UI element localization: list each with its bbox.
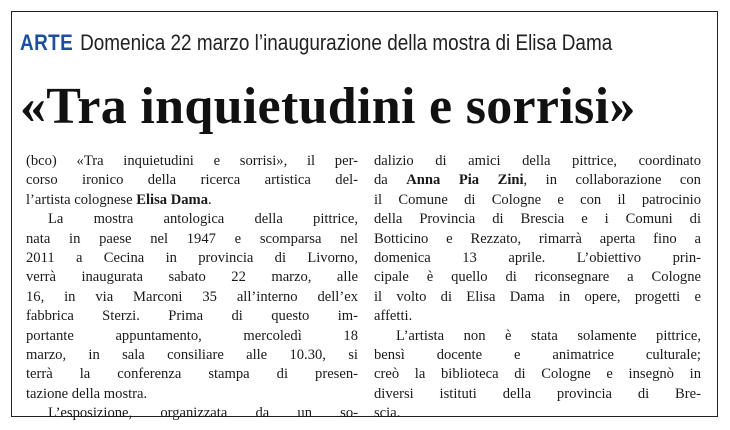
text-run: , in collaborazione con: [523, 172, 701, 189]
text-run: l’artista colognese: [26, 191, 137, 208]
person-name: Elisa Dama: [136, 191, 208, 208]
text-line: marzo, in sala consiliare alle 10.30, si: [26, 347, 358, 364]
text-line: verrà inaugurata sabato 22 marzo, alle: [26, 269, 358, 286]
text-line: L’artista non è stata solamente pittrice,: [396, 327, 701, 344]
text-line: della Provincia di Brescia e i Comuni di: [374, 211, 701, 228]
section-tag: ARTE: [20, 30, 74, 55]
text-line: portante appuntamento, mercoledì 18: [26, 327, 358, 344]
text-line: L’esposizione, organizzata da un so-: [48, 405, 358, 422]
text-line: scia.: [374, 405, 401, 422]
text-line: affetti.: [374, 308, 413, 325]
text-line: tazione della mostra.: [26, 385, 148, 402]
headline: «Tra inquietudini e sorrisi»: [20, 78, 636, 135]
article-column-right: [374, 152, 701, 424]
text-line: La mostra antologica della pittrice,: [48, 211, 358, 228]
text-line: [26, 191, 358, 210]
text-line: [374, 171, 701, 190]
text-line: fabbrica Sterzi. Prima di questo im-: [26, 308, 358, 325]
kicker-line: [20, 28, 612, 58]
text-line: il Comune di Cologne e con il patrocinio: [374, 191, 701, 208]
article-column-left: [26, 152, 358, 424]
text-line: cipale è quello di riconsegnare a Cologne: [374, 269, 701, 286]
text-line: domenica 13 aprile. L’obiettivo prin-: [374, 250, 701, 267]
text-line: 2011 a Cecina in provincia di Livorno,: [26, 250, 358, 267]
subheadline: Domenica 22 marzo l’inaugurazione della mostra di Elisa Dama: [80, 30, 613, 55]
text-line: bensì docente e animatrice culturale;: [374, 347, 701, 364]
text-line: il volto di Elisa Dama in opere, progetti e: [374, 288, 701, 305]
text-line: Botticino e Rezzato, rimarrà aperta fino a: [374, 230, 701, 247]
text-line: nata in paese nel 1947 e scomparsa nel: [26, 230, 358, 247]
text-run: da: [374, 172, 407, 189]
text-line: creò la biblioteca di Cologne e insegnò in: [374, 366, 701, 383]
text-line: diversi istituti della provincia di Bre-: [374, 385, 701, 402]
text-run: .: [208, 191, 212, 208]
text-line: dalizio di amici della pittrice, coordinato: [374, 153, 701, 169]
text-line: terrà la conferenza stampa di presen-: [26, 366, 358, 383]
text-line: corso ironico della ricerca artistica del-: [26, 172, 358, 189]
person-name: Anna Pia Zini: [406, 172, 524, 189]
text-line: 16, in via Marconi 35 all’interno dell’ex: [26, 288, 358, 305]
text-line: (bco) «Tra inquietudini e sorrisi», il per-: [26, 153, 358, 169]
